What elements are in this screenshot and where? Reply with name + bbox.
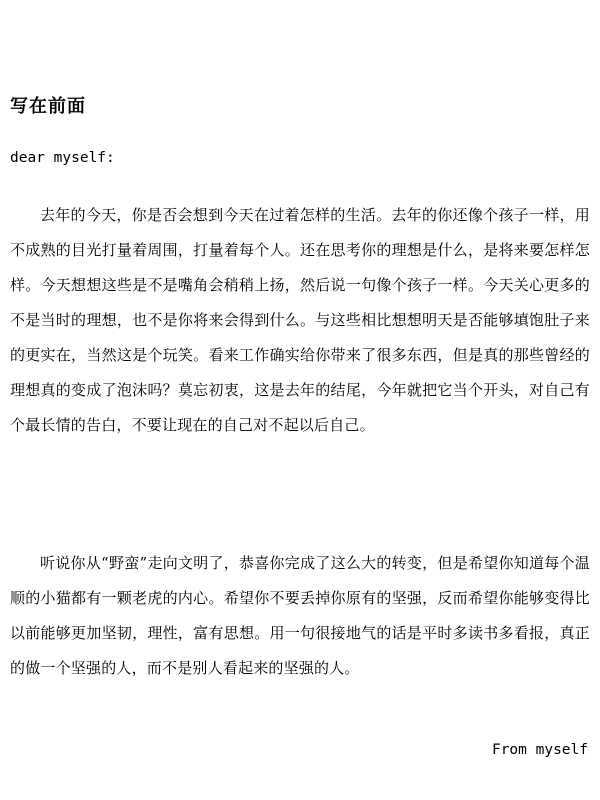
paragraph-2: 听说你从“野蛮”走向文明了，恭喜你完成了这么大的转变，但是希望你知道每个温顺的小猫都有一颗老虎的内心。希望你不要丢掉你原有的坚强，反而希望你能够变得比以前能够更加坚韧，理性，富有思想。用一句很接地气的话是平时多读书多看报，真正的做一个坚强的人，而不是别人看起来的坚强的人。 [10, 554, 590, 677]
salutation: dear myself: [10, 150, 115, 166]
document-title: 写在前面 [10, 96, 86, 117]
signature: From myself [491, 742, 588, 758]
paragraph-1: 去年的今天，你是否会想到今天在过着怎样的生活。去年的你还像个孩子一样，用不成熟的目光打量着周围，打量着每个人。还在思考你的理想是什么，是将来要怎样怎样。今天想想这些是不是嘴角会稍稍上扬，然后说一句像个孩子一样。今天关心更多的不是当时的理想，也不是你将来会得到什么。与这些相比想想明天是否能够填饱肚子来的更实在，当然这是个玩笑。看来工作确实给你带来了很多东西，但是真的那些曾经的理想真的变成了泡沫吗？莫忘初衷，这是去年的结尾，今年就把它当个开头，对自己有个最长情的告白，不要让现在的自己对不起以后自己。 [10, 206, 590, 434]
